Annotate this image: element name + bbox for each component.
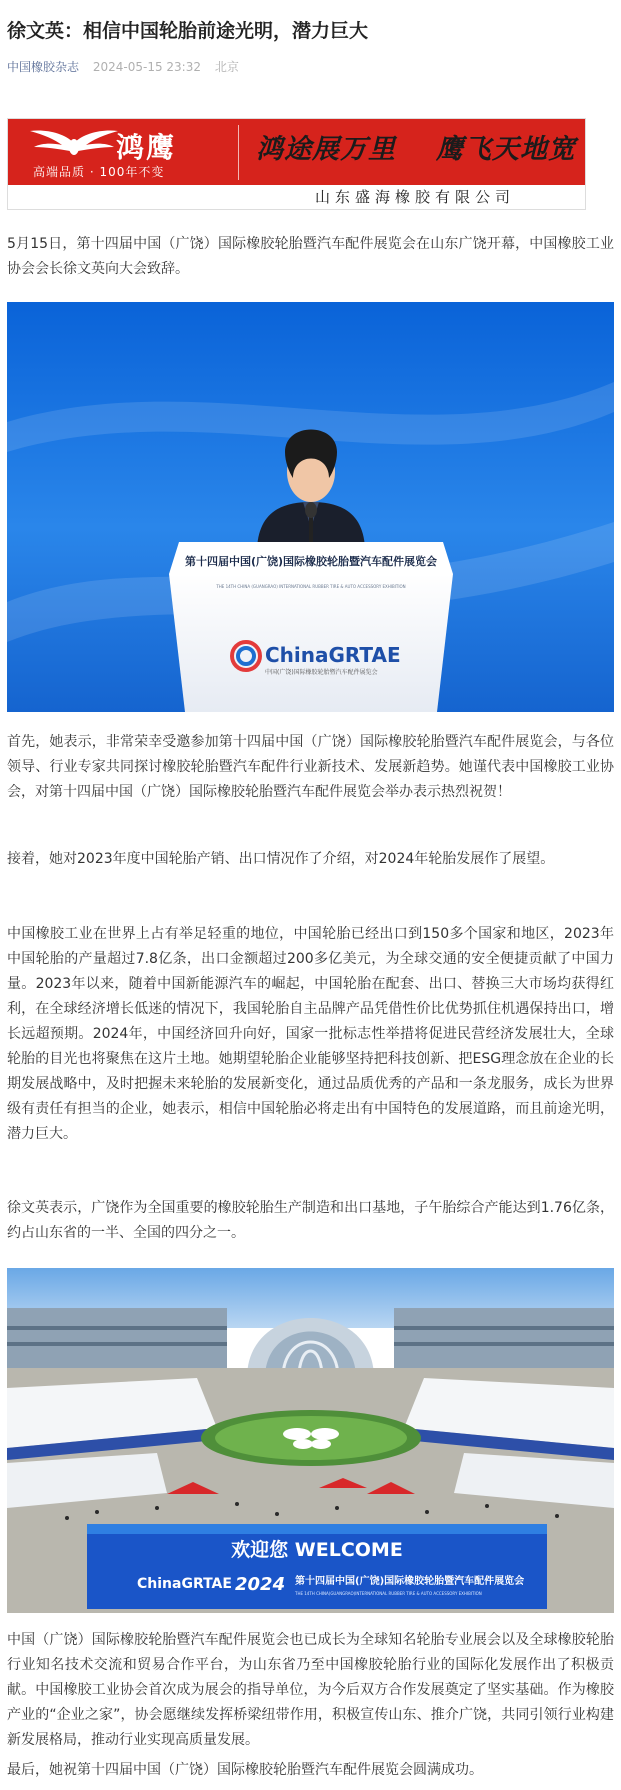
arch-event-sub: THE 14TH CHINA(GUANGRAO)INTERNATIONAL RUBBER TIRE & AUTO ACCESSORY EXHIBITION	[295, 1591, 482, 1596]
paragraph-2: 首先，她表示，非常荣幸受邀参加第十四届中国（广饶）国际橡胶轮胎暨汽车配件展览会，与各位领导、行业专家共同探讨橡胶轮胎暨汽车配件行业新技术、发展新趋势。她谨代表中国橡胶工业协会，对第十四届中国（广饶）国际橡胶轮胎暨汽车配件展览会举办表示热烈祝贺！	[7, 734, 614, 800]
article-title: 徐文英：相信中国轮胎前途光明，潜力巨大	[7, 20, 369, 42]
exhibition-aerial-photo[interactable]	[7, 1268, 614, 1613]
calligraphy-right: 鹰飞天地宽	[436, 134, 576, 165]
arch-event: 第十四届中国(广饶)国际橡胶轮胎暨汽车配件展览会	[295, 1576, 525, 1587]
ad-banner[interactable]	[7, 118, 586, 210]
podium-logo-sub: 中国(广饶)国际橡胶轮胎暨汽车配件展览会	[265, 669, 378, 676]
paragraph-4: 中国橡胶工业在世界上占有举足轻重的地位，中国轮胎已经出口到150多个国家和地区，2023年中国轮胎的产量超过7.8亿条，出口金额超过200多亿美元，为全球交通的安全便捷贡献了中国力量。2023年以来，随着中国新能源汽车的崛起，中国轮胎在配套、出口、替换三大市场均获得红利，在全球经济增长低迷的情况下，我国轮胎自主品牌产品凭借性价比优势抓住机遇保持出口，增长远超预期。2024年，中国经济回升向好，国家一批标志性举措将促进民营经济发展壮大，全球轮胎的目光也将聚焦在这片土地。她期望轮胎企业能够坚持把科技创新、把ESG理念放在企业的长期发展战略中，及时把握未来轮胎的发展新变化，通过品质优秀的产品和一条龙服务，成长为世界级有责任有担当的企业，她表示，相信中国轮胎必将走出有中国特色的发展道路，而且前途光明，潜力巨大。	[7, 926, 614, 1142]
paragraph-7: 最后，她祝第十四届中国（广饶）国际橡胶轮胎暨汽车配件展览会圆满成功。	[7, 1762, 483, 1778]
brand-name: 鸿鹰	[116, 131, 177, 164]
welcome-text: 欢迎您 WELCOME	[231, 1539, 403, 1561]
paragraph-6: 中国（广饶）国际橡胶轮胎暨汽车配件展览会也已成长为全球知名轮胎专业展会以及全球橡胶轮胎行业知名技术交流和贸易合作平台，为山东省乃至中国橡胶轮胎行业的国际化发展作出了积极贡献。中国橡胶工业协会首次成为展会的指导单位，为今后双方合作发展奠定了坚实基础。作为橡胶产业的“企业之家”，协会愿继续发挥桥梁纽带作用，积极宣传山东、推介广饶，共同引领行业构建新发展格局，推动行业实现高质量发展。	[7, 1632, 614, 1748]
arch-year: 2024	[235, 1574, 286, 1595]
brand-slogan: 高端品质 · 100年不变	[33, 165, 165, 179]
podium-subtitle: THE 14TH CHINA (GUANGRAO) INTERNATIONAL RUBBER TIRE & AUTO ACCESSORY EXHIBITION	[216, 584, 406, 589]
paragraph-3: 接着，她对2023年度中国轮胎产销、出口情况作了介绍，对2024年轮胎发展作了展望。	[7, 851, 555, 867]
paragraph-5: 徐文英表示，广饶作为全国重要的橡胶轮胎生产制造和出口基地，子午胎综合产能达到1.76亿条，约占山东省的一半、全国的四分之一。	[7, 1200, 614, 1241]
publish-time: 2024-05-15 23:32	[92, 60, 201, 74]
arch-logo: ChinaGRTAE	[137, 1576, 232, 1592]
banner-divider	[238, 125, 239, 180]
calligraphy-left: 鸿途展万里	[256, 134, 396, 165]
publish-location: 北京	[214, 60, 239, 74]
speaker-photo[interactable]	[7, 302, 614, 712]
podium-title: 第十四届中国(广饶)国际橡胶轮胎暨汽车配件展览会	[184, 555, 438, 568]
source-link[interactable]: 中国橡胶杂志	[7, 60, 80, 74]
podium-logo: ChinaGRTAE	[265, 643, 401, 667]
paragraph-1: 5月15日，第十四届中国（广饶）国际橡胶轮胎暨汽车配件展览会在山东广饶开幕，中国橡胶工业协会会长徐文英向大会致辞。	[7, 236, 614, 277]
article-meta	[7, 58, 239, 75]
company-name: 山东盛海橡胶有限公司	[8, 185, 586, 209]
